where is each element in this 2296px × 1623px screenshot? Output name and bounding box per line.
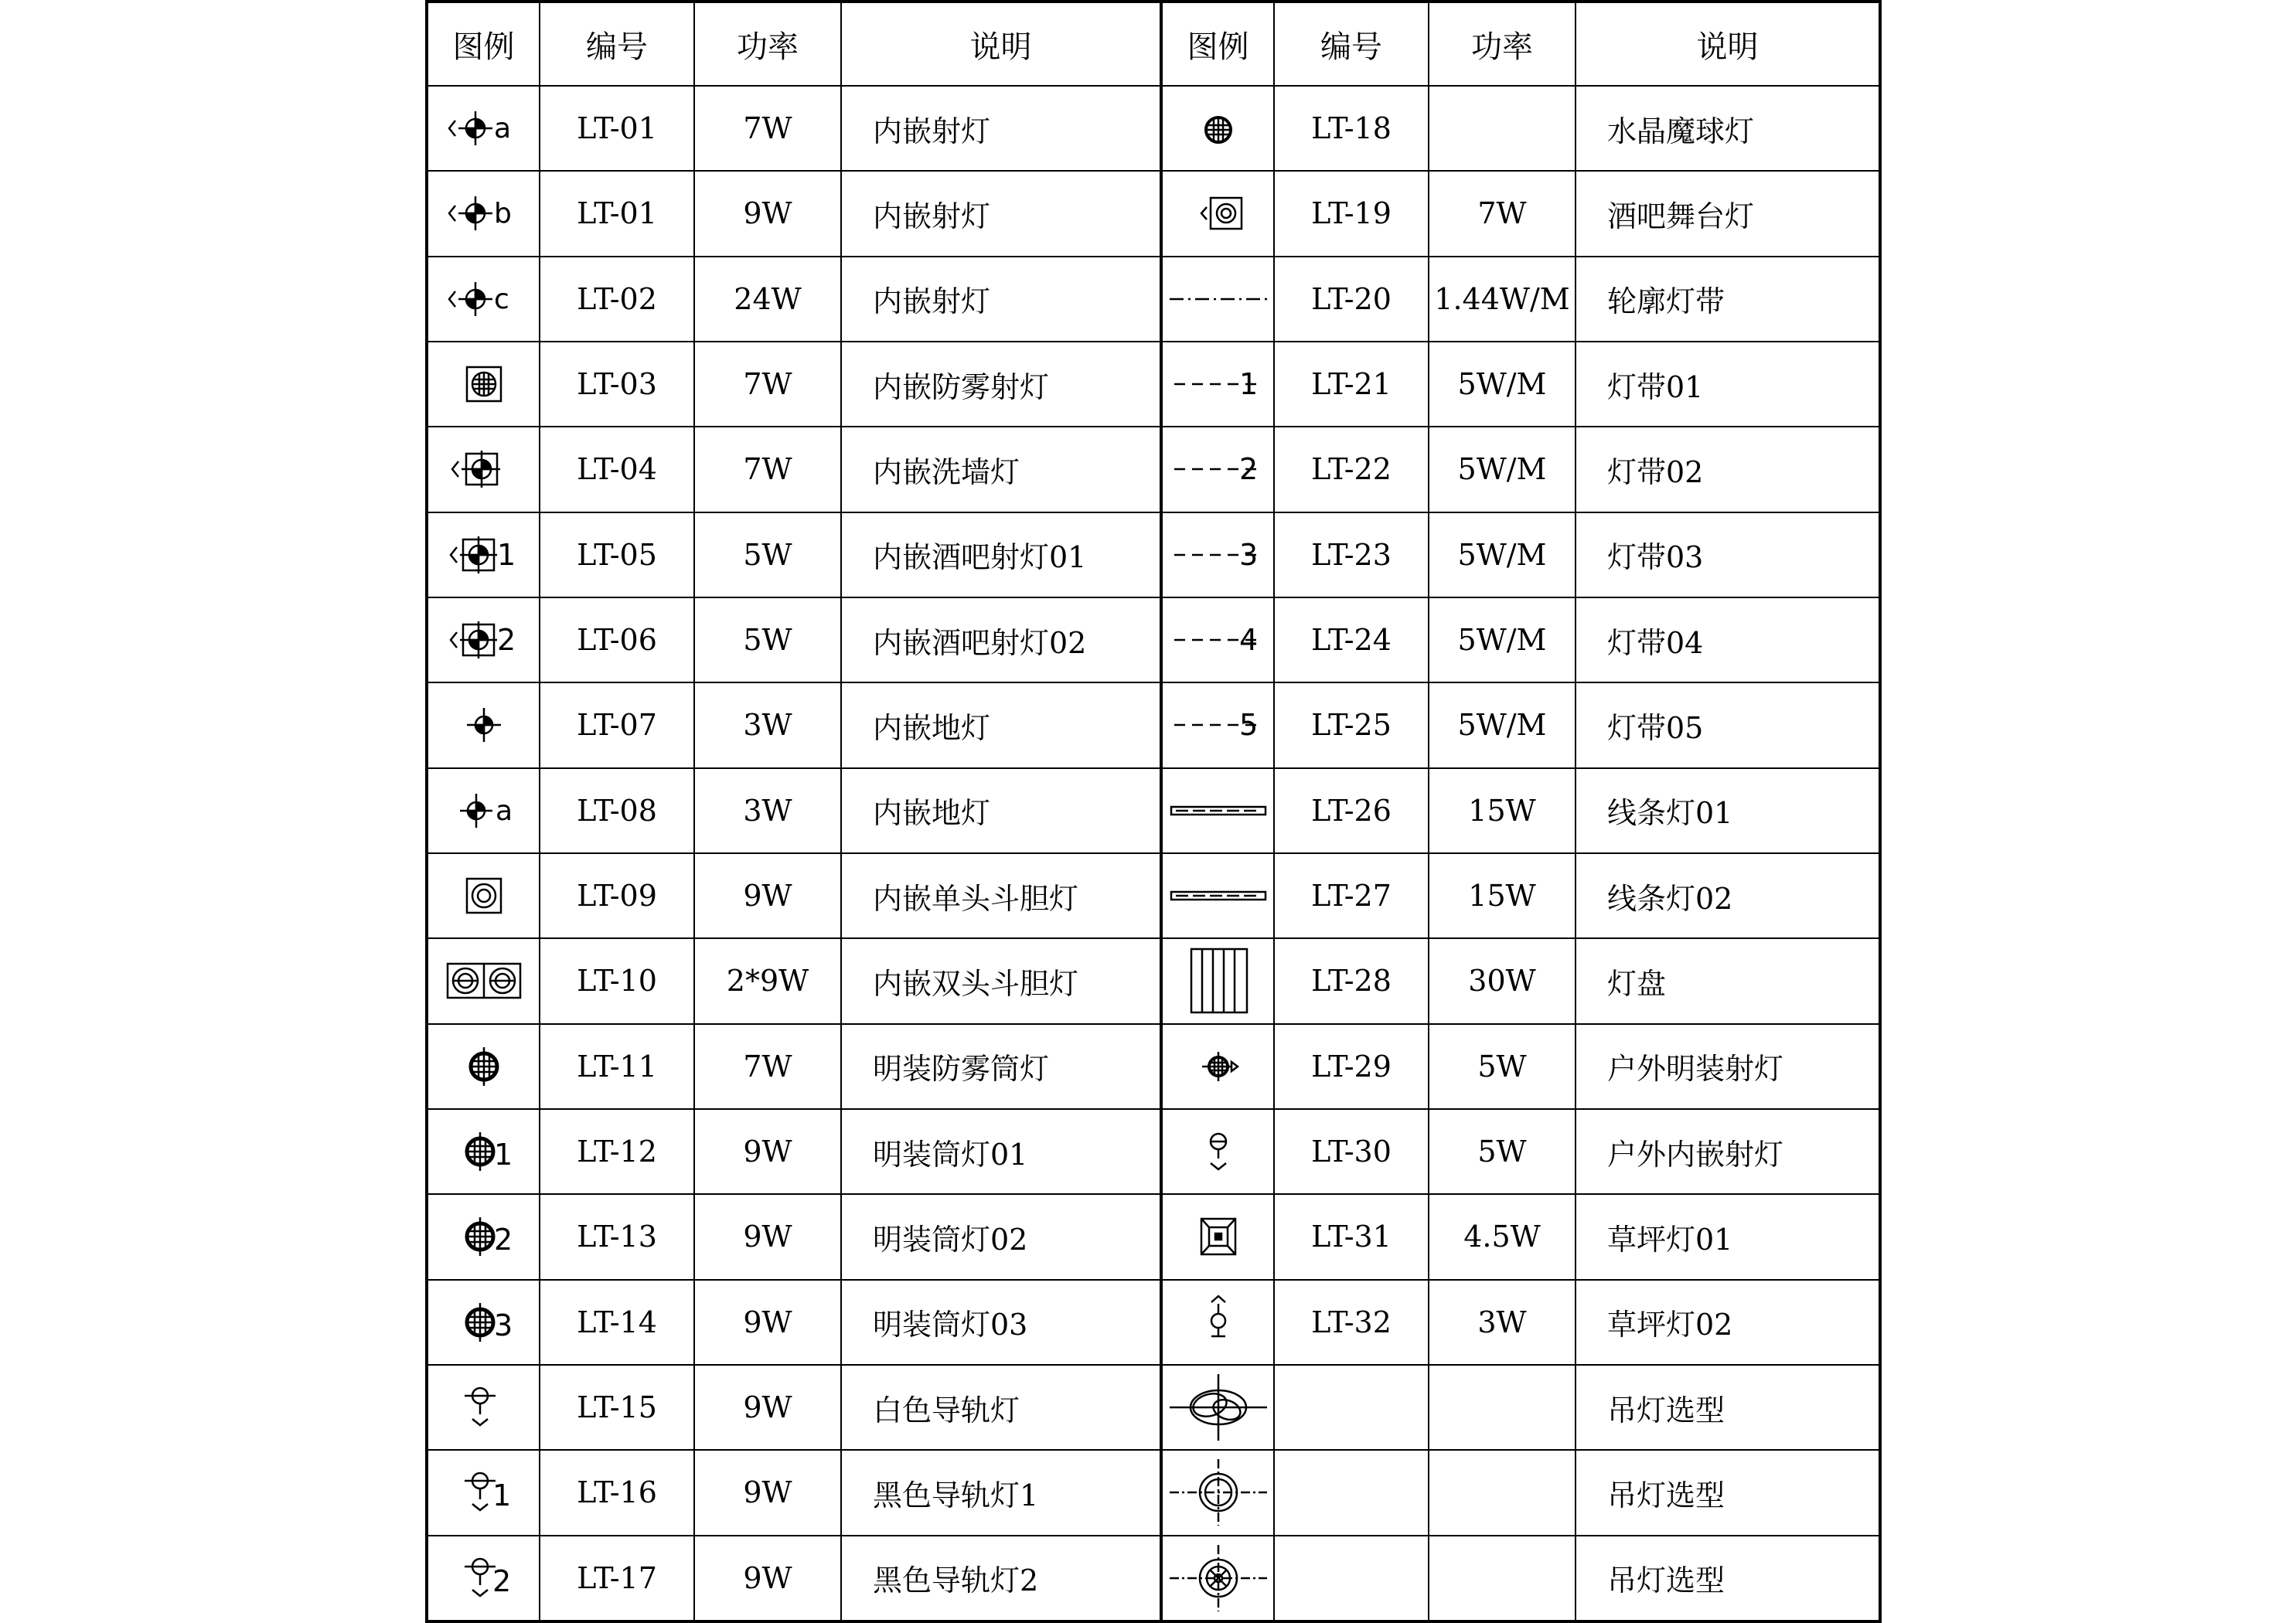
bar-spotlight-2-icon: [427, 597, 540, 682]
item-code: LT-22: [1274, 427, 1429, 512]
table-row: [1161, 257, 1880, 342]
table-row: [427, 682, 1161, 767]
light-strip-3-icon: [1161, 512, 1274, 597]
item-code: LT-09: [540, 853, 694, 938]
item-description: 户外内嵌射灯: [1576, 1109, 1880, 1194]
item-power: 9W: [694, 171, 841, 256]
table-row: [427, 427, 1161, 512]
symbol-label: 5: [1238, 708, 1258, 743]
fogproof-spotlight-icon: [427, 342, 540, 427]
item-description: 内嵌双头斗胆灯: [841, 938, 1161, 1023]
item-power: 7W: [694, 1024, 841, 1109]
item-description: 内嵌防雾射灯: [841, 342, 1161, 427]
item-description: 灯带02: [1576, 427, 1880, 512]
item-description: 灯带03: [1576, 512, 1880, 597]
outdoor-recessed-spotlight-icon: [1161, 1109, 1274, 1194]
symbol-label: c: [493, 283, 509, 315]
item-description: 明装筒灯01: [841, 1109, 1161, 1194]
item-power: [1429, 1536, 1576, 1621]
item-power: 5W: [694, 512, 841, 597]
double-grille-light-icon: [427, 938, 540, 1023]
item-power: 30W: [1429, 938, 1576, 1023]
contour-strip-icon: [1161, 257, 1274, 342]
item-power: 9W: [694, 1365, 841, 1450]
table-row: [1161, 938, 1880, 1023]
table-row: [1161, 1280, 1880, 1365]
item-description: 灯带05: [1576, 682, 1880, 767]
surface-downlight-1-icon: [427, 1109, 540, 1194]
item-power: 5W: [694, 597, 841, 682]
spotlight-angled-a-icon: [427, 86, 540, 171]
table-row: [427, 171, 1161, 256]
table-row: [1161, 853, 1880, 938]
table-row: [427, 1109, 1161, 1194]
lawn-light-2-icon: [1161, 1280, 1274, 1365]
legend-table-left: [425, 0, 1163, 1623]
item-power: 15W: [1429, 853, 1576, 938]
table-row: [1161, 597, 1880, 682]
item-code: LT-21: [1274, 342, 1429, 427]
table-row: [427, 1450, 1161, 1535]
item-description: 内嵌射灯: [841, 171, 1161, 256]
item-code: LT-08: [540, 768, 694, 853]
item-description: 水晶魔球灯: [1576, 86, 1880, 171]
table-row: [427, 1365, 1161, 1450]
item-power: [1429, 86, 1576, 171]
item-description: 轮廓灯带: [1576, 257, 1880, 342]
table-row: [1161, 171, 1880, 256]
item-description: 内嵌酒吧射灯01: [841, 512, 1161, 597]
item-description: 黑色导轨灯2: [841, 1536, 1161, 1621]
track-light-black-1-icon: [427, 1450, 540, 1535]
item-power: 7W: [694, 86, 841, 171]
surface-downlight-3-icon: [427, 1280, 540, 1365]
item-description: 内嵌洗墙灯: [841, 427, 1161, 512]
symbol-label: 2: [492, 1563, 511, 1598]
table-row: [1161, 1450, 1880, 1535]
item-power: 5W/M: [1429, 512, 1576, 597]
item-power: 5W/M: [1429, 427, 1576, 512]
table-row: [1161, 512, 1880, 597]
item-description: 线条灯02: [1576, 853, 1880, 938]
item-description: 酒吧舞台灯: [1576, 171, 1880, 256]
item-code: LT-01: [540, 86, 694, 171]
item-code: LT-29: [1274, 1024, 1429, 1109]
symbol-label: a: [493, 113, 511, 145]
item-description: 内嵌地灯: [841, 768, 1161, 853]
item-power: 9W: [694, 853, 841, 938]
item-code: LT-14: [540, 1280, 694, 1365]
surface-fogproof-downlight-icon: [427, 1024, 540, 1109]
symbol-label: a: [495, 794, 513, 827]
light-strip-4-icon: [1161, 597, 1274, 682]
symbol-label: 1: [492, 1478, 511, 1513]
table-row: [427, 938, 1161, 1023]
symbol-label: 3: [1238, 537, 1258, 572]
item-code: LT-03: [540, 342, 694, 427]
light-strip-2-icon: [1161, 427, 1274, 512]
header-symbol: 图例: [1161, 2, 1274, 86]
item-code: LT-27: [1274, 853, 1429, 938]
symbol-label: 1: [493, 1138, 513, 1172]
table-header-row: [1161, 2, 1880, 86]
item-description: 明装防雾筒灯: [841, 1024, 1161, 1109]
pendant-light-ellipse-icon: [1161, 1365, 1274, 1450]
item-code: LT-01: [540, 171, 694, 256]
table-row: [427, 1280, 1161, 1365]
track-light-white-icon: [427, 1365, 540, 1450]
item-description: 草坪灯02: [1576, 1280, 1880, 1365]
track-light-black-2-icon: [427, 1536, 540, 1621]
item-code: LT-05: [540, 512, 694, 597]
item-power: 9W: [694, 1450, 841, 1535]
item-power: 7W: [1429, 171, 1576, 256]
item-code: [1274, 1365, 1429, 1450]
outdoor-surface-spotlight-icon: [1161, 1024, 1274, 1109]
header-power: 功率: [694, 2, 841, 86]
symbol-label: 1: [1238, 367, 1258, 402]
item-power: 5W: [1429, 1109, 1576, 1194]
item-description: 内嵌地灯: [841, 682, 1161, 767]
linear-light-1-icon: [1161, 768, 1274, 853]
wall-washer-icon: [427, 427, 540, 512]
pendant-light-ring-icon: [1161, 1450, 1274, 1535]
item-code: LT-17: [540, 1536, 694, 1621]
table-row: [427, 768, 1161, 853]
item-description: 户外明装射灯: [1576, 1024, 1880, 1109]
item-power: 1.44W/M: [1429, 257, 1576, 342]
item-code: LT-06: [540, 597, 694, 682]
item-description: 灯带04: [1576, 597, 1880, 682]
item-code: LT-24: [1274, 597, 1429, 682]
item-power: 3W: [694, 768, 841, 853]
item-power: 15W: [1429, 768, 1576, 853]
light-strip-1-icon: [1161, 342, 1274, 427]
header-symbol: 图例: [427, 2, 540, 86]
floor-light-a-icon: [427, 768, 540, 853]
item-code: LT-19: [1274, 171, 1429, 256]
item-description: 灯带01: [1576, 342, 1880, 427]
item-code: LT-32: [1274, 1280, 1429, 1365]
item-code: LT-18: [1274, 86, 1429, 171]
legend-table-right: [1160, 0, 1882, 1623]
table-row: [1161, 1024, 1880, 1109]
item-power: 2*9W: [694, 938, 841, 1023]
item-power: 9W: [694, 1109, 841, 1194]
item-code: LT-25: [1274, 682, 1429, 767]
header-code: 编号: [1274, 2, 1429, 86]
spotlight-angled-b-icon: [427, 171, 540, 256]
item-description: 内嵌射灯: [841, 257, 1161, 342]
spotlight-angled-c-icon: [427, 257, 540, 342]
item-code: LT-30: [1274, 1109, 1429, 1194]
lawn-light-1-icon: [1161, 1194, 1274, 1279]
crystal-ball-light-icon: [1161, 86, 1274, 171]
surface-downlight-2-icon: [427, 1194, 540, 1279]
table-row: [1161, 682, 1880, 767]
item-code: LT-13: [540, 1194, 694, 1279]
item-power: 5W/M: [1429, 342, 1576, 427]
item-power: 7W: [694, 342, 841, 427]
item-code: [1274, 1450, 1429, 1535]
item-power: 3W: [1429, 1280, 1576, 1365]
table-row: [427, 597, 1161, 682]
table-row: [427, 1536, 1161, 1621]
header-code: 编号: [540, 2, 694, 86]
item-code: LT-11: [540, 1024, 694, 1109]
item-power: 3W: [694, 682, 841, 767]
item-power: 5W: [1429, 1024, 1576, 1109]
item-code: LT-02: [540, 257, 694, 342]
table-row: [1161, 1109, 1880, 1194]
item-description: 内嵌酒吧射灯02: [841, 597, 1161, 682]
header-description: 说明: [841, 2, 1161, 86]
item-description: 灯盘: [1576, 938, 1880, 1023]
linear-light-2-icon: [1161, 853, 1274, 938]
bar-stage-light-icon: [1161, 171, 1274, 256]
symbol-label: 2: [1238, 452, 1258, 487]
item-description: 线条灯01: [1576, 768, 1880, 853]
item-power: [1429, 1365, 1576, 1450]
table-row: [1161, 1194, 1880, 1279]
table-row: [427, 853, 1161, 938]
lighting-legend-sheet: [425, 0, 1879, 1623]
symbol-label: 4: [1238, 623, 1258, 658]
symbol-label: b: [493, 198, 512, 230]
item-code: LT-26: [1274, 768, 1429, 853]
floor-light-icon: [427, 682, 540, 767]
table-row: [1161, 86, 1880, 171]
item-power: 9W: [694, 1536, 841, 1621]
item-power: 5W/M: [1429, 597, 1576, 682]
item-code: LT-15: [540, 1365, 694, 1450]
table-row: [427, 257, 1161, 342]
item-power: 9W: [694, 1194, 841, 1279]
item-code: LT-20: [1274, 257, 1429, 342]
symbol-label: 2: [493, 1223, 513, 1257]
pendant-light-spoked-icon: [1161, 1536, 1274, 1621]
single-grille-light-icon: [427, 853, 540, 938]
item-description: 草坪灯01: [1576, 1194, 1880, 1279]
table-header-row: [427, 2, 1161, 86]
item-code: LT-12: [540, 1109, 694, 1194]
table-row: [1161, 1365, 1880, 1450]
item-code: LT-04: [540, 427, 694, 512]
header-description: 说明: [1576, 2, 1880, 86]
item-description: 黑色导轨灯1: [841, 1450, 1161, 1535]
item-power: 7W: [694, 427, 841, 512]
item-description: 吊灯选型: [1576, 1365, 1880, 1450]
item-code: LT-07: [540, 682, 694, 767]
item-description: 明装筒灯02: [841, 1194, 1161, 1279]
symbol-label: 3: [493, 1308, 513, 1342]
item-code: LT-28: [1274, 938, 1429, 1023]
item-power: [1429, 1450, 1576, 1535]
table-row: [1161, 768, 1880, 853]
item-code: LT-31: [1274, 1194, 1429, 1279]
item-code: LT-23: [1274, 512, 1429, 597]
symbol-label: 2: [496, 623, 516, 658]
table-row: [427, 1194, 1161, 1279]
table-row: [427, 512, 1161, 597]
symbol-label: 1: [496, 537, 516, 572]
item-code: LT-10: [540, 938, 694, 1023]
item-code: LT-16: [540, 1450, 694, 1535]
header-power: 功率: [1429, 2, 1576, 86]
table-row: [427, 86, 1161, 171]
item-description: 明装筒灯03: [841, 1280, 1161, 1365]
table-row: [1161, 427, 1880, 512]
table-row: [427, 342, 1161, 427]
bar-spotlight-1-icon: [427, 512, 540, 597]
item-power: 24W: [694, 257, 841, 342]
item-description: 吊灯选型: [1576, 1450, 1880, 1535]
item-description: 内嵌射灯: [841, 86, 1161, 171]
table-row: [1161, 342, 1880, 427]
item-description: 吊灯选型: [1576, 1536, 1880, 1621]
item-power: 5W/M: [1429, 682, 1576, 767]
item-power: 4.5W: [1429, 1194, 1576, 1279]
table-row: [1161, 1536, 1880, 1621]
item-power: 9W: [694, 1280, 841, 1365]
item-code: [1274, 1536, 1429, 1621]
light-strip-5-icon: [1161, 682, 1274, 767]
light-panel-icon: [1161, 938, 1274, 1023]
table-row: [427, 1024, 1161, 1109]
item-description: 内嵌单头斗胆灯: [841, 853, 1161, 938]
item-description: 白色导轨灯: [841, 1365, 1161, 1450]
